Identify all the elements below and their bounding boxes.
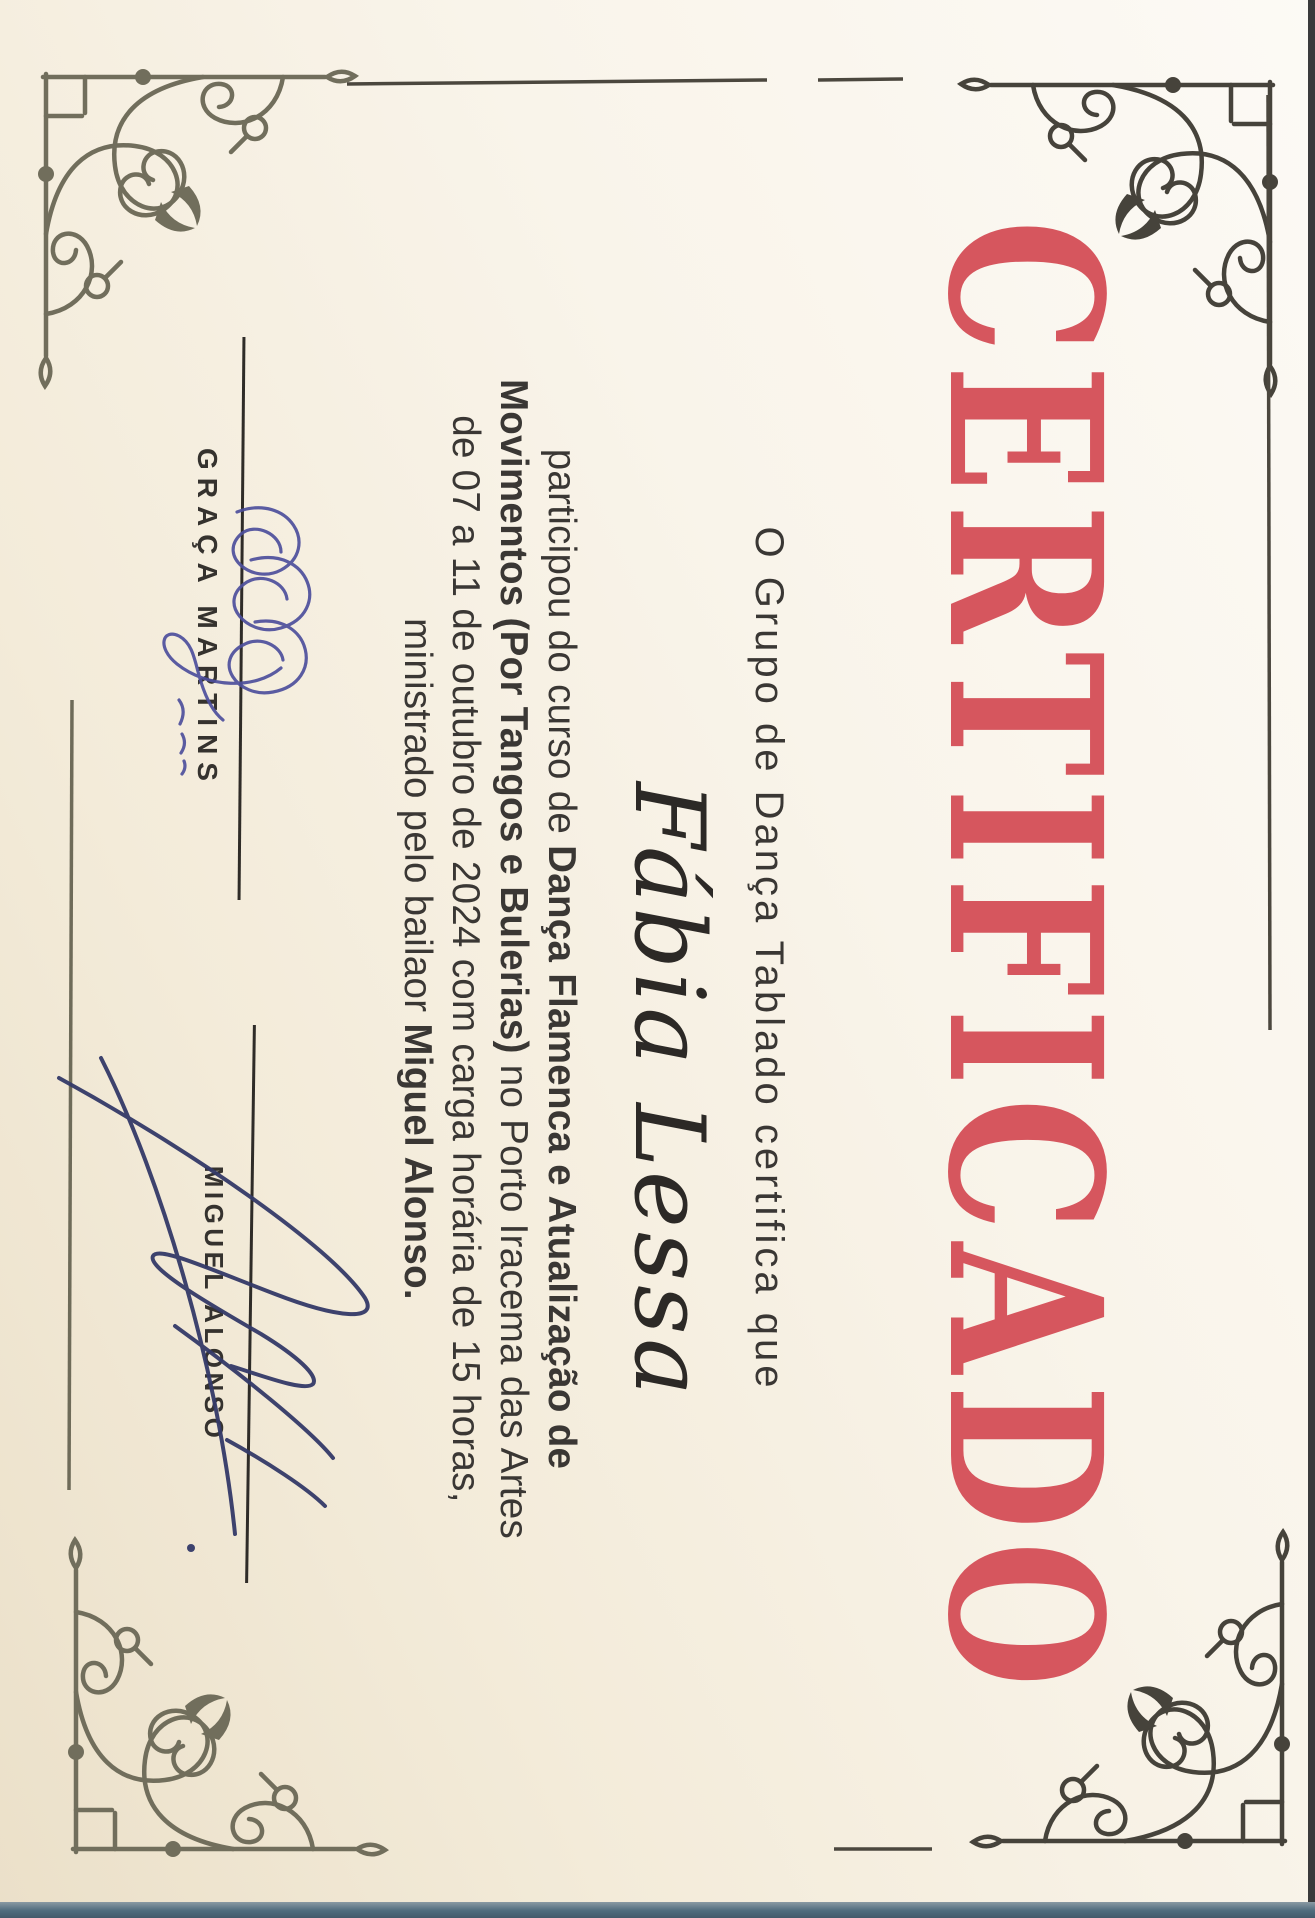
- signer-name-graca-martins: GRAÇA MARTINS: [192, 448, 223, 789]
- signer-name-miguel-alonso: MIGUEL ALONSO: [199, 1165, 229, 1443]
- recipient-name-script: Fábia Lessa: [613, 782, 725, 1400]
- certificate-title: CERTIFICADO: [901, 219, 1148, 1699]
- course-description-line-1: participou do curso de Dança Flamenca e Atualização de: [540, 448, 583, 1470]
- course-description-line-4: ministrado pelo bailaor Miguel Alonso.: [396, 618, 439, 1300]
- course-description-line-3: de 07 a 11 de outubro de 2024 com carga horária de 15 horas,: [444, 415, 487, 1503]
- handwritten-signature-left: [164, 508, 310, 774]
- handwritten-signature-right: [59, 1058, 368, 1552]
- course-description-line-2: Movimentos (Por Tangos e Bulerias) no Porto Iracema das Artes: [492, 378, 535, 1540]
- issuer-statement: O Grupo de Dança Tablado certifica que: [747, 526, 791, 1392]
